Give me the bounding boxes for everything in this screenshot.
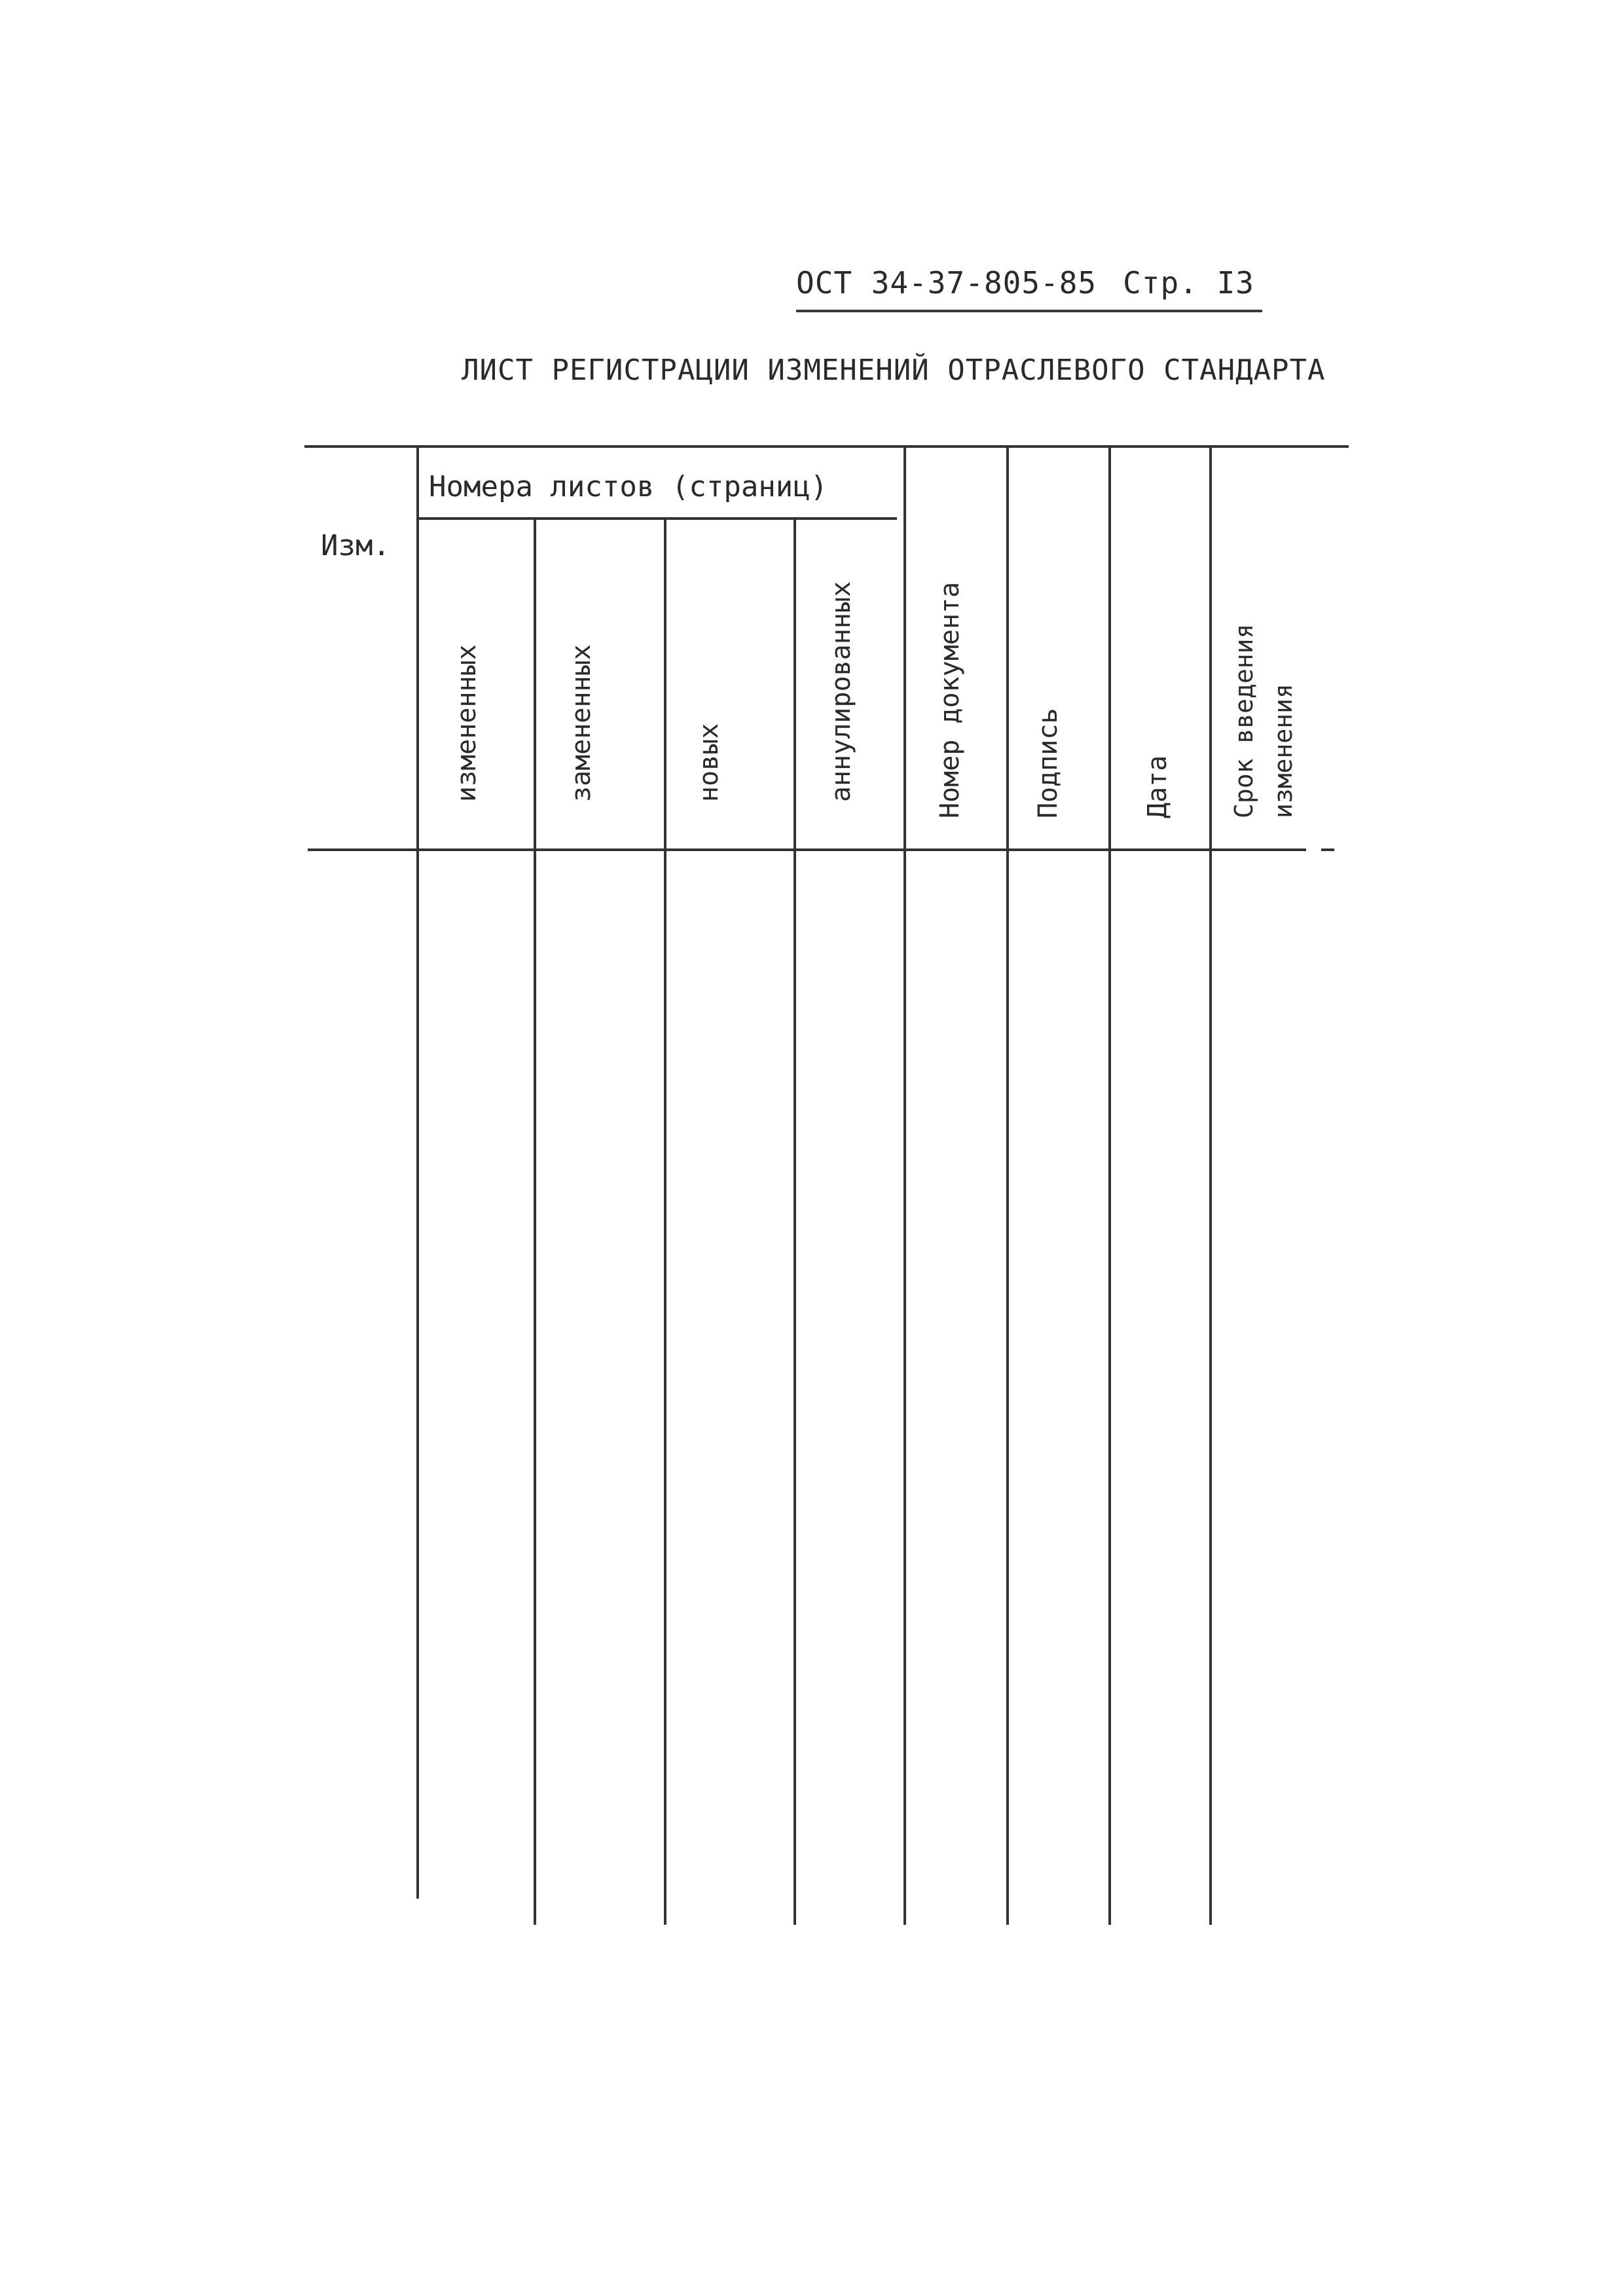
header-bottom-tick (1321, 848, 1334, 851)
header-new-sheets: новых (694, 723, 724, 802)
header-annulled-sheets: аннулированных (826, 581, 856, 802)
document-header (796, 265, 1262, 312)
table-top-border (304, 445, 1349, 448)
group-header-divider (419, 517, 897, 520)
header-effective-term-line1: Срок введения (1230, 623, 1258, 818)
header-signature: Подпись (1033, 708, 1063, 818)
header-replaced-sheets: замененных (566, 644, 596, 802)
standard-code: ОСТ 34-37-805-85 (796, 265, 1097, 301)
header-change-number: Изм. (321, 529, 390, 562)
header-sheet-numbers-group: Номера листов (страниц) (429, 470, 828, 503)
header-changed-sheets: измененных (452, 644, 482, 802)
page-number: Стр. I3 (1123, 265, 1254, 301)
header-effective-term-line2: изменения (1269, 683, 1298, 818)
header-effective-term (1224, 624, 1303, 818)
header-date: Дата (1142, 755, 1173, 818)
table-body (308, 851, 1306, 1925)
sheet-title: ЛИСТ РЕГИСТРАЦИИ ИЗМЕНЕНИЙ ОТРАСЛЕВОГО СТАНДАРТА (462, 354, 1326, 387)
header-document-number: Номер документа (935, 581, 965, 818)
